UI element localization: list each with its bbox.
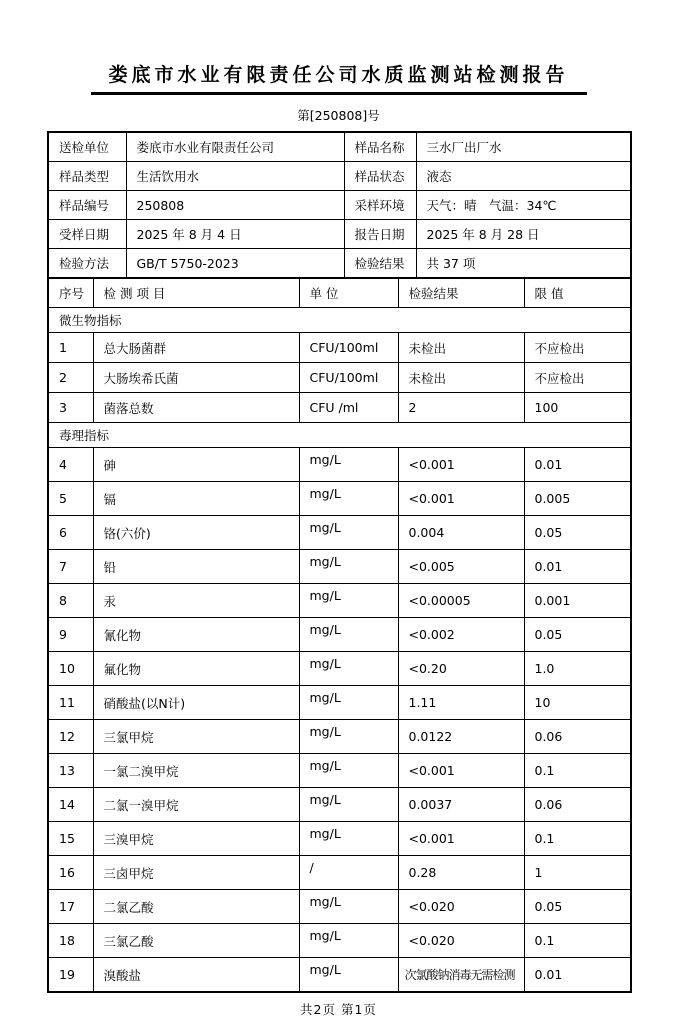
info-label: 受样日期 (48, 220, 126, 249)
cell-limit: 0.005 (524, 482, 631, 516)
cell-no: 12 (48, 720, 93, 754)
cell-unit: mg/L (299, 584, 398, 618)
info-label: 检验方法 (48, 249, 126, 279)
info-row (48, 162, 631, 191)
cell-item: 汞 (93, 584, 299, 618)
cell-limit: 0.05 (524, 618, 631, 652)
cell-no: 9 (48, 618, 93, 652)
cell-no: 6 (48, 516, 93, 550)
cell-limit: 0.1 (524, 822, 631, 856)
cell-unit: mg/L (299, 652, 398, 686)
cell-no: 4 (48, 448, 93, 482)
cell-item: 氟化物 (93, 652, 299, 686)
cell-item: 三氯乙酸 (93, 924, 299, 958)
cell-no: 2 (48, 363, 93, 393)
cell-result: <0.005 (398, 550, 524, 584)
cell-limit: 不应检出 (524, 363, 631, 393)
cell-limit: 0.1 (524, 754, 631, 788)
info-value: 共 37 项 (416, 249, 631, 279)
cell-result: <0.001 (398, 482, 524, 516)
col-header-limit: 限 值 (524, 278, 631, 308)
cell-limit: 1 (524, 856, 631, 890)
cell-unit: mg/L (299, 482, 398, 516)
cell-limit: 10 (524, 686, 631, 720)
cell-limit: 0.05 (524, 890, 631, 924)
cell-no: 13 (48, 754, 93, 788)
cell-item: 三卤甲烷 (93, 856, 299, 890)
report-content (47, 60, 630, 1018)
cell-result: 0.0122 (398, 720, 524, 754)
cell-result: <0.020 (398, 890, 524, 924)
info-label: 采样环境 (344, 191, 416, 220)
cell-limit: 0.06 (524, 720, 631, 754)
cell-unit: CFU/100ml (299, 363, 398, 393)
cell-item: 氰化物 (93, 618, 299, 652)
cell-unit: mg/L (299, 720, 398, 754)
report-title: 娄底市水业有限责任公司水质监测站检测报告 (108, 64, 569, 86)
cell-no: 18 (48, 924, 93, 958)
cell-no: 16 (48, 856, 93, 890)
cell-no: 17 (48, 890, 93, 924)
cell-limit: 0.001 (524, 584, 631, 618)
cell-item: 镉 (93, 482, 299, 516)
cell-unit: mg/L (299, 550, 398, 584)
cell-result: <0.001 (398, 754, 524, 788)
cell-item: 铬(六价) (93, 516, 299, 550)
info-value: 2025 年 8 月 4 日 (126, 220, 344, 249)
info-value: 生活饮用水 (126, 162, 344, 191)
result-row (48, 720, 631, 754)
cell-item: 硝酸盐(以N计) (93, 686, 299, 720)
info-row (48, 220, 631, 249)
info-value: 三水厂出厂水 (416, 132, 631, 162)
info-label: 检验结果 (344, 249, 416, 279)
cell-item: 总大肠菌群 (93, 333, 299, 363)
col-header-no: 序号 (48, 278, 93, 308)
result-row (48, 448, 631, 482)
info-value: 娄底市水业有限责任公司 (126, 132, 344, 162)
cell-result: 0.0037 (398, 788, 524, 822)
cell-no: 7 (48, 550, 93, 584)
result-row (48, 363, 631, 393)
cell-unit: CFU /ml (299, 393, 398, 423)
cell-result: 次氯酸钠消毒无需检测 (398, 958, 524, 993)
cell-limit: 0.05 (524, 516, 631, 550)
cell-unit: mg/L (299, 448, 398, 482)
cell-unit: mg/L (299, 754, 398, 788)
cell-result: 1.11 (398, 686, 524, 720)
cell-result: <0.002 (398, 618, 524, 652)
cell-limit: 不应检出 (524, 333, 631, 363)
section-row-microbial (48, 308, 631, 333)
footer-page-info: 共2页 第1页 (300, 1002, 377, 1017)
info-row (48, 249, 631, 279)
result-row (48, 652, 631, 686)
cell-item: 菌落总数 (93, 393, 299, 423)
info-label: 送检单位 (48, 132, 126, 162)
cell-limit: 0.01 (524, 550, 631, 584)
section-title: 微生物指标 (48, 308, 631, 333)
cell-limit: 0.01 (524, 958, 631, 993)
cell-unit: mg/L (299, 924, 398, 958)
cell-limit: 1.0 (524, 652, 631, 686)
sample-info-table (47, 131, 632, 279)
info-value: 2025 年 8 月 28 日 (416, 220, 631, 249)
doc-number: 第[250808]号 (297, 108, 380, 123)
result-row (48, 482, 631, 516)
cell-unit: / (299, 856, 398, 890)
cell-no: 14 (48, 788, 93, 822)
cell-item: 三氯甲烷 (93, 720, 299, 754)
cell-item: 二氯一溴甲烷 (93, 788, 299, 822)
cell-result: 未检出 (398, 333, 524, 363)
section-row-toxicological (48, 423, 631, 448)
cell-unit: mg/L (299, 958, 398, 993)
results-table (47, 277, 632, 993)
cell-limit: 0.01 (524, 448, 631, 482)
cell-result: <0.001 (398, 448, 524, 482)
cell-unit: CFU/100ml (299, 333, 398, 363)
info-row (48, 191, 631, 220)
cell-no: 15 (48, 822, 93, 856)
cell-unit: mg/L (299, 822, 398, 856)
cell-unit: mg/L (299, 516, 398, 550)
cell-limit: 100 (524, 393, 631, 423)
cell-item: 铅 (93, 550, 299, 584)
info-value: 天气：晴 气温：34℃ (416, 191, 631, 220)
cell-result: <0.00005 (398, 584, 524, 618)
cell-unit: mg/L (299, 788, 398, 822)
info-value: GB/T 5750-2023 (126, 249, 344, 279)
info-label: 样品名称 (344, 132, 416, 162)
cell-result: 0.004 (398, 516, 524, 550)
col-header-result: 检验结果 (398, 278, 524, 308)
cell-item: 一氯二溴甲烷 (93, 754, 299, 788)
cell-item: 三溴甲烷 (93, 822, 299, 856)
result-row (48, 333, 631, 363)
cell-no: 5 (48, 482, 93, 516)
cell-result: <0.020 (398, 924, 524, 958)
result-row (48, 550, 631, 584)
info-label: 样品编号 (48, 191, 126, 220)
info-label: 样品类型 (48, 162, 126, 191)
result-row (48, 584, 631, 618)
result-row (48, 958, 631, 993)
results-header-row (48, 278, 631, 308)
cell-result: <0.20 (398, 652, 524, 686)
cell-limit: 0.1 (524, 924, 631, 958)
cell-unit: mg/L (299, 890, 398, 924)
cell-no: 10 (48, 652, 93, 686)
cell-no: 19 (48, 958, 93, 993)
info-row (48, 132, 631, 162)
cell-no: 8 (48, 584, 93, 618)
cell-item: 大肠埃希氏菌 (93, 363, 299, 393)
col-header-unit: 单 位 (299, 278, 398, 308)
result-row (48, 890, 631, 924)
cell-result: <0.001 (398, 822, 524, 856)
cell-no: 11 (48, 686, 93, 720)
result-row (48, 822, 631, 856)
col-header-item: 检 测 项 目 (93, 278, 299, 308)
result-row (48, 924, 631, 958)
cell-item: 溴酸盐 (93, 958, 299, 993)
info-value: 液态 (416, 162, 631, 191)
cell-unit: mg/L (299, 618, 398, 652)
result-row (48, 754, 631, 788)
section-title: 毒理指标 (48, 423, 631, 448)
report-title-block (91, 60, 587, 95)
cell-unit: mg/L (299, 686, 398, 720)
result-row (48, 516, 631, 550)
info-value: 250808 (126, 191, 344, 220)
info-label: 样品状态 (344, 162, 416, 191)
cell-result: 0.28 (398, 856, 524, 890)
cell-item: 二氯乙酸 (93, 890, 299, 924)
cell-result: 未检出 (398, 363, 524, 393)
cell-limit: 0.06 (524, 788, 631, 822)
result-row (48, 618, 631, 652)
report-page (0, 60, 677, 1018)
result-row (48, 393, 631, 423)
info-label: 报告日期 (344, 220, 416, 249)
cell-no: 1 (48, 333, 93, 363)
result-row (48, 788, 631, 822)
cell-no: 3 (48, 393, 93, 423)
cell-item: 砷 (93, 448, 299, 482)
result-row (48, 686, 631, 720)
cell-result: 2 (398, 393, 524, 423)
result-row (48, 856, 631, 890)
